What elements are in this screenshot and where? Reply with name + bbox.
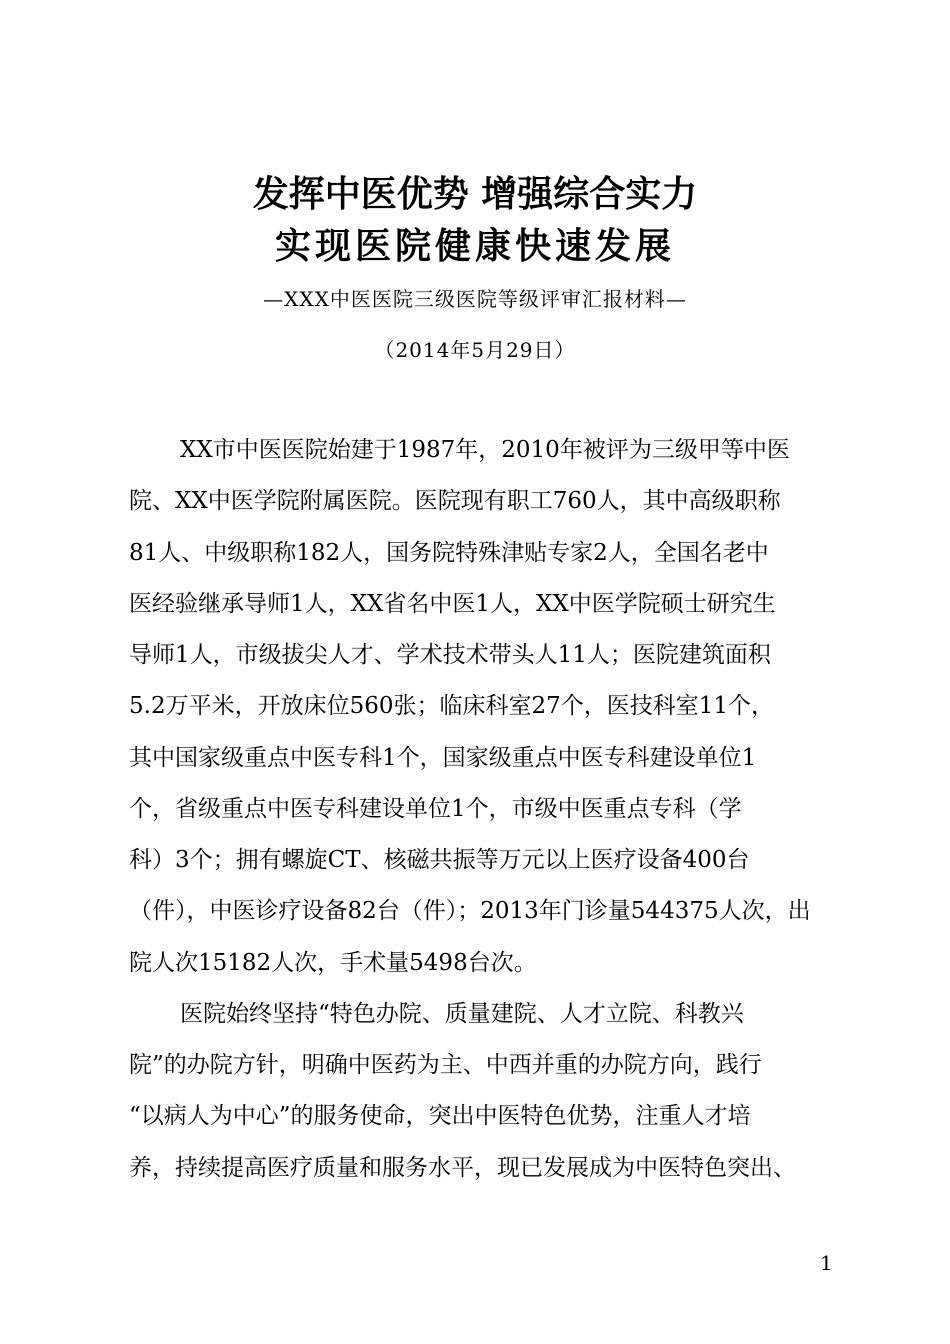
paragraph-line: “以病人为中心”的服务使命，突出中医特色优势，注重人才培 [129, 1103, 751, 1129]
paragraph-line: 其中国家级重点中医专科1个，国家级重点中医专科建设单位1 [129, 745, 757, 771]
document-title-line-2: 实现医院健康快速发展 [274, 225, 675, 267]
document-date: （2014年5月29日） [374, 338, 576, 362]
page-number: 1 [820, 1251, 833, 1275]
paragraph-line: 医院始终坚持“特色办院、质量建院、人才立院、科教兴 [180, 1001, 744, 1027]
paragraph-line: 81人、中级职称182人，国务院特殊津贴专家2人，全国名老中 [129, 540, 769, 566]
paragraph-line: 院”的办院方针，明确中医药为主、中西并重的办院方向，践行 [129, 1052, 762, 1078]
paragraph-line: 养，持续提高医疗质量和服务水平，现已发展成为中医特色突出、 [129, 1155, 796, 1181]
paragraph-line: 科）3个；拥有螺旋CT、核磁共振等万元以上医疗设备400台 [129, 847, 750, 873]
paragraph-line: XX市中医医院始建于1987年，2010年被评为三级甲等中医 [180, 437, 790, 463]
paragraph-line: （件），中医诊疗设备82台（件）；2013年门诊量544375人次，出 [129, 898, 811, 924]
paragraph-line: 院人次15182人次，手术量5498台次。 [129, 950, 537, 976]
paragraph-line: 个，省级重点中医专科建设单位1个，市级中医重点专科（学 [129, 796, 742, 822]
paragraph-line: 5.2万平米，开放床位560张；临床科室27个，医技科室11个， [129, 693, 775, 719]
document-title-line-1: 发挥中医优势 增强综合实力 [252, 173, 698, 215]
document-subtitle: —XXX中医医院三级医院等级评审汇报材料— [263, 287, 687, 311]
paragraph-line: 导师1人，市级拔尖人才、学术技术带头人11人；医院建筑面积 [129, 642, 771, 668]
paragraph-line: 院、XX中医学院附属医院。医院现有职工760人，其中高级职称 [129, 488, 781, 514]
paragraph-line: 医经验继承导师1人，XX省名中医1人，XX中医学院硕士研究生 [129, 591, 776, 617]
